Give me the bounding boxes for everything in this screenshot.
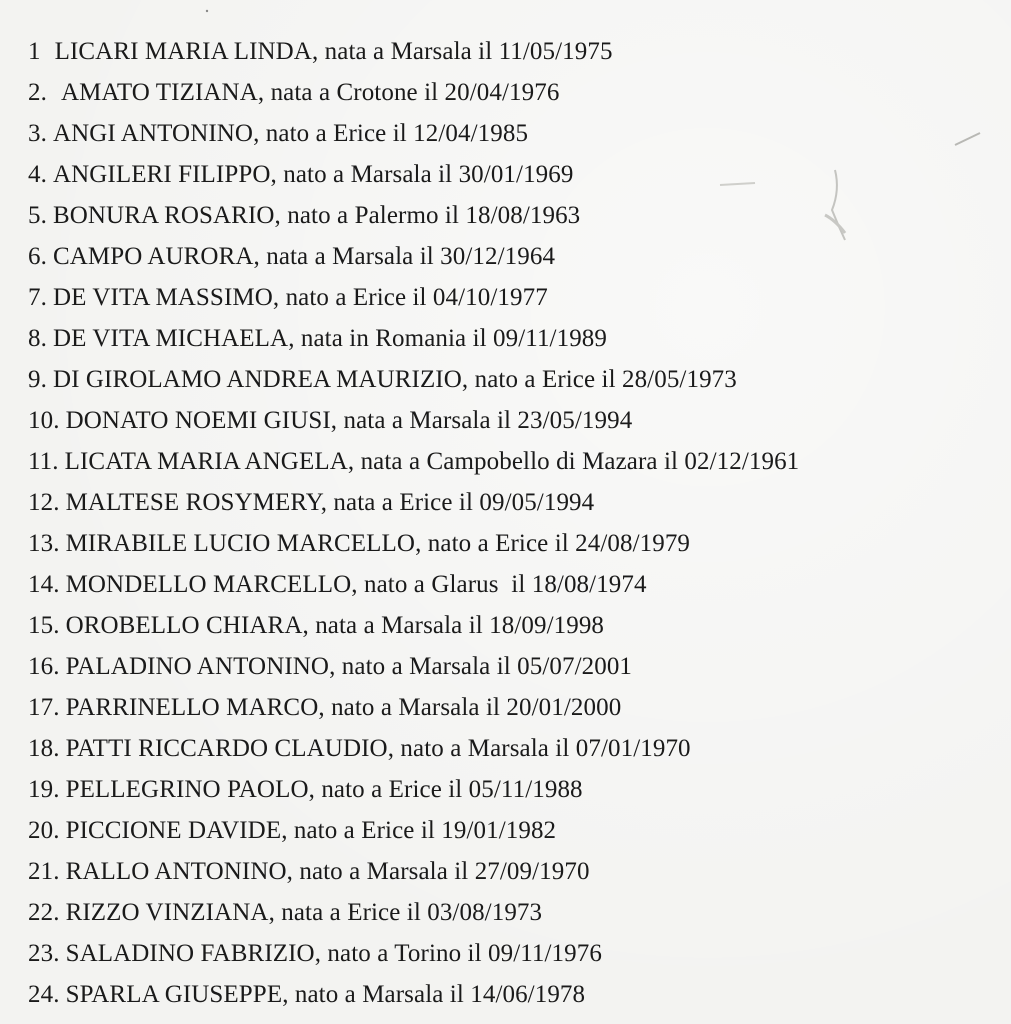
item-number: 2. bbox=[28, 79, 47, 106]
item-name: DE VITA MASSIMO bbox=[52, 284, 273, 311]
list-item: 14. MONDELLO MARCELLO, nato a Glarus il 18/08/1974 bbox=[28, 571, 647, 598]
item-birth: nata a Crotone il 20/04/1976 bbox=[270, 79, 560, 106]
item-birth: nato a Erice il 05/11/1988 bbox=[321, 776, 583, 803]
item-number: 16. bbox=[28, 653, 60, 680]
list-item: 22. RIZZO VINZIANA, nata a Erice il 03/08/1973 bbox=[28, 899, 543, 926]
item-name: OROBELLO CHIARA bbox=[65, 612, 303, 639]
item-birth: nato a Erice il 12/04/1985 bbox=[265, 120, 529, 147]
item-number: 9. bbox=[28, 366, 47, 393]
list-item: 8. DE VITA MICHAELA, nata in Romania il 09/11/1989 bbox=[28, 325, 607, 352]
item-birth: nato a Palermo il 18/08/1963 bbox=[287, 202, 581, 229]
item-birth: nato a Marsala il 07/01/1970 bbox=[400, 735, 691, 762]
list-item: 23. SALADINO FABRIZIO, nato a Torino il 09/11/1976 bbox=[28, 940, 602, 967]
item-birth: nato a Erice il 24/08/1979 bbox=[427, 530, 691, 557]
item-number: 10. bbox=[28, 407, 60, 434]
item-name: CAMPO AURORA bbox=[52, 243, 254, 270]
list-item: 19. PELLEGRINO PAOLO, nato a Erice il 05/11/1988 bbox=[28, 776, 583, 803]
item-birth: nato a Erice il 19/01/1982 bbox=[293, 817, 557, 844]
item-number: 18. bbox=[28, 735, 60, 762]
item-name: DE VITA MICHAELA bbox=[52, 325, 289, 352]
item-number: 5. bbox=[28, 202, 47, 229]
item-birth: nata in Romania il 09/11/1989 bbox=[300, 325, 607, 352]
item-birth: nata a Erice il 09/05/1994 bbox=[333, 489, 595, 516]
item-birth: nato a Marsala il 27/09/1970 bbox=[299, 858, 590, 885]
item-name: SALADINO FABRIZIO bbox=[65, 940, 315, 967]
item-number: 3. bbox=[28, 120, 47, 147]
item-birth: nata a Marsala il 11/05/1975 bbox=[324, 38, 613, 65]
item-name: MONDELLO MARCELLO bbox=[65, 571, 352, 598]
item-number: 22. bbox=[28, 899, 60, 926]
item-name: PICCIONE DAVIDE bbox=[65, 817, 282, 844]
list-item: 4. ANGILERI FILIPPO, nato a Marsala il 30/01/1969 bbox=[28, 161, 574, 188]
item-birth: nata a Marsala il 18/09/1998 bbox=[315, 612, 605, 639]
item-birth: nato a Erice il 28/05/1973 bbox=[474, 366, 737, 393]
item-name: BONURA ROSARIO bbox=[52, 202, 275, 229]
item-birth: nato a Erice il 04/10/1977 bbox=[285, 284, 548, 311]
item-name: RALLO ANTONINO bbox=[65, 858, 287, 885]
item-birth: nata a Marsala il 23/05/1994 bbox=[343, 407, 633, 434]
item-number: 19. bbox=[28, 776, 60, 803]
list-item: 15. OROBELLO CHIARA, nata a Marsala il 18/09/1998 bbox=[28, 612, 605, 639]
list-item: 9. DI GIROLAMO ANDREA MAURIZIO, nato a Erice il 28/05/1973 bbox=[28, 366, 737, 393]
item-number: 4. bbox=[28, 161, 47, 188]
item-name: PARRINELLO MARCO bbox=[65, 694, 319, 721]
item-name: LICARI MARIA LINDA bbox=[54, 38, 312, 65]
item-birth: nato a Torino il 09/11/1976 bbox=[327, 940, 602, 967]
item-birth: nato a Marsala il 14/06/1978 bbox=[294, 981, 586, 1008]
item-name: DI GIROLAMO ANDREA MAURIZIO bbox=[52, 366, 462, 393]
item-name: PATTI RICCARDO CLAUDIO bbox=[65, 735, 388, 762]
item-birth: nato a Glarus il 18/08/1974 bbox=[363, 571, 647, 598]
item-number: 23. bbox=[28, 940, 60, 967]
list-item: 12. MALTESE ROSYMERY, nata a Erice il 09/05/1994 bbox=[28, 489, 595, 516]
item-birth: nata a Marsala il 30/12/1964 bbox=[266, 243, 556, 270]
item-number: 8. bbox=[28, 325, 47, 352]
item-birth: nato a Marsala il 30/01/1969 bbox=[283, 161, 574, 188]
item-name: ANGI ANTONINO bbox=[52, 120, 254, 147]
item-number: 20. bbox=[28, 817, 60, 844]
list-item: 11. LICATA MARIA ANGELA, nata a Campobello di Mazara il 02/12/1961 bbox=[28, 448, 800, 475]
item-birth: nato a Marsala il 05/07/2001 bbox=[341, 653, 633, 680]
item-number: 7. bbox=[28, 284, 47, 311]
item-name: DONATO NOEMI GIUSI bbox=[65, 407, 331, 434]
item-name: MIRABILE LUCIO MARCELLO bbox=[65, 530, 416, 557]
list-item: 2. AMATO TIZIANA, nata a Crotone il 20/04/1976 bbox=[28, 79, 560, 106]
list-item: 17. PARRINELLO MARCO, nato a Marsala il 20/01/2000 bbox=[28, 694, 622, 721]
item-name: AMATO TIZIANA bbox=[60, 79, 258, 106]
item-birth: nato a Marsala il 20/01/2000 bbox=[331, 694, 622, 721]
list-item: 7. DE VITA MASSIMO, nato a Erice il 04/10/1977 bbox=[28, 284, 548, 311]
item-name: PALADINO ANTONINO bbox=[65, 653, 330, 680]
item-number: 12. bbox=[28, 489, 60, 516]
item-name: MALTESE ROSYMERY bbox=[65, 489, 321, 516]
item-number: 21. bbox=[28, 858, 60, 885]
item-name: PELLEGRINO PAOLO bbox=[65, 776, 309, 803]
list-item: 18. PATTI RICCARDO CLAUDIO, nato a Marsala il 07/01/1970 bbox=[28, 735, 691, 762]
list-item: 21. RALLO ANTONINO, nato a Marsala il 27/09/1970 bbox=[28, 858, 590, 885]
scan-smudge-icon bbox=[700, 115, 1000, 255]
list-item: 13. MIRABILE LUCIO MARCELLO, nato a Erice il 24/08/1979 bbox=[28, 530, 691, 557]
item-birth: nata a Erice il 03/08/1973 bbox=[281, 899, 543, 926]
item-number: 24. bbox=[28, 981, 60, 1008]
item-number: 6. bbox=[28, 243, 47, 270]
list-item: 20. PICCIONE DAVIDE, nato a Erice il 19/01/1982 bbox=[28, 817, 557, 844]
item-number: 13. bbox=[28, 530, 60, 557]
list-item: 24. SPARLA GIUSEPPE, nato a Marsala il 14/06/1978 bbox=[28, 981, 586, 1008]
item-name: SPARLA GIUSEPPE bbox=[65, 981, 283, 1008]
list-item: 1 LICARI MARIA LINDA, nata a Marsala il 11/05/1975 bbox=[28, 38, 613, 65]
item-number: 17. bbox=[28, 694, 60, 721]
item-number: 11. bbox=[28, 448, 59, 475]
list-item: 6. CAMPO AURORA, nata a Marsala il 30/12/1964 bbox=[28, 243, 556, 270]
list-item: 3. ANGI ANTONINO, nato a Erice il 12/04/1985 bbox=[28, 120, 529, 147]
item-name: RIZZO VINZIANA bbox=[65, 899, 269, 926]
list-item: 10. DONATO NOEMI GIUSI, nata a Marsala il 23/05/1994 bbox=[28, 407, 633, 434]
list-item: 5. BONURA ROSARIO, nato a Palermo il 18/08/1963 bbox=[28, 202, 581, 229]
item-number: 15. bbox=[28, 612, 60, 639]
item-name: ANGILERI FILIPPO bbox=[52, 161, 271, 188]
item-number: 1 bbox=[28, 38, 41, 65]
item-birth: nata a Campobello di Mazara il 02/12/1961 bbox=[360, 448, 800, 475]
item-name: LICATA MARIA ANGELA bbox=[64, 448, 348, 475]
scan-dot-icon bbox=[204, 8, 210, 14]
item-number: 14. bbox=[28, 571, 60, 598]
list-item: 16. PALADINO ANTONINO, nato a Marsala il 05/07/2001 bbox=[28, 653, 633, 680]
